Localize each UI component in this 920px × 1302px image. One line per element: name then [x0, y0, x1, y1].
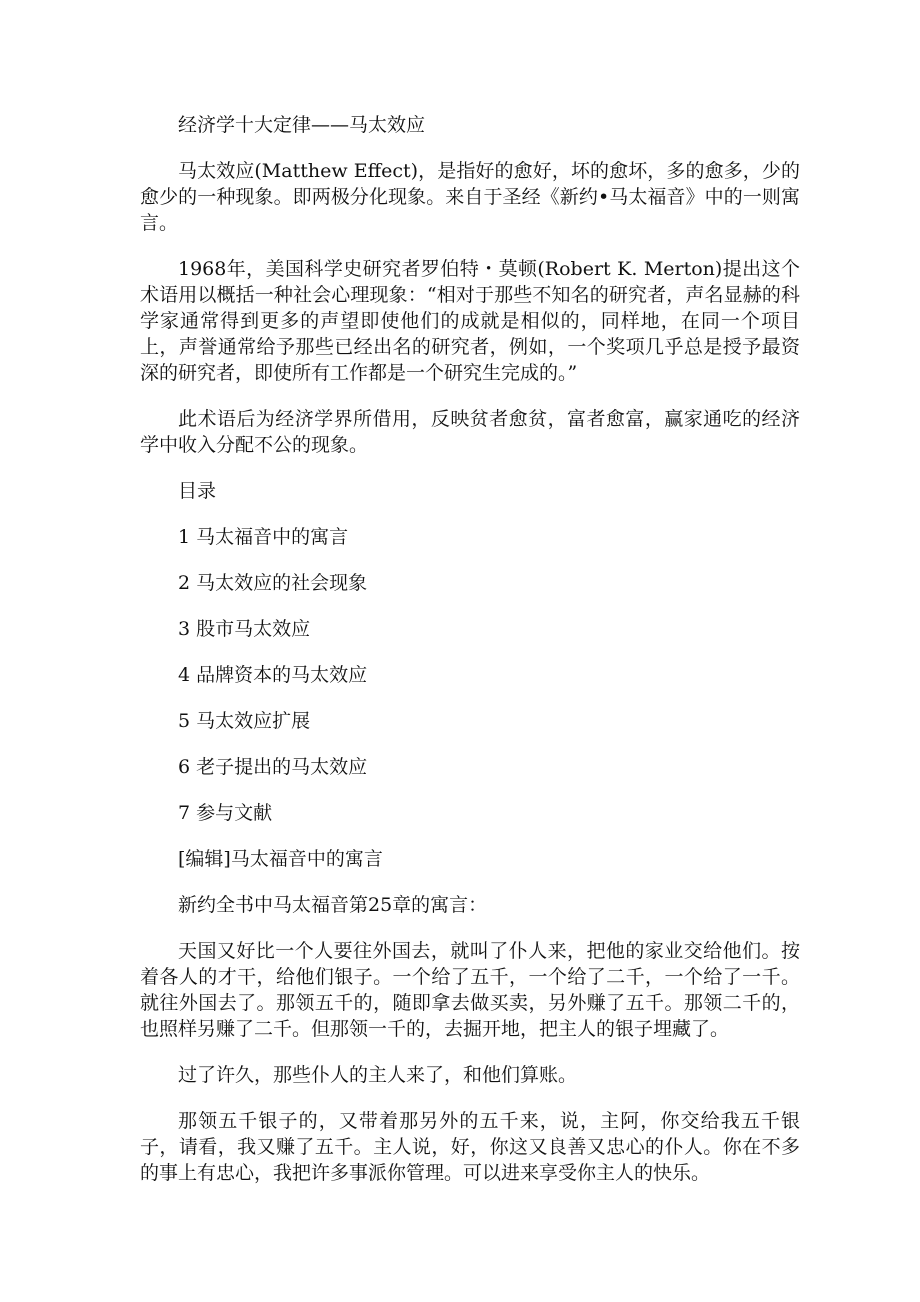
- document-title: 经济学十大定律——马太效应: [178, 114, 426, 136]
- document-body: [140, 112, 800, 1206]
- toc-item-7[interactable]: 7 参与文献: [178, 802, 273, 824]
- paragraph-definition: 马太效应(Matthew Effect)，是指好的愈好，坏的愈坏，多的愈多，少的愈少的一种现象。即两极分化现象。来自于圣经《新约•马太福音》中的一则寓言。: [140, 160, 800, 234]
- paragraph-chapter-intro: 新约全书中马太福音第25章的寓言：: [178, 894, 488, 916]
- section-heading: [编辑]马太福音中的寓言: [178, 848, 383, 870]
- toc-item-4[interactable]: 4 品牌资本的马太效应: [178, 664, 368, 686]
- paragraph-merton: 1968年，美国科学史研究者罗伯特・莫顿(Robert K. Merton)提出这个术语用以概括一种社会心理现象：“相对于那些不知名的研究者，声名显赫的科学家通常得到更多的声望即使他们的成就是相似的，同样地，在同一个项目上，声誉通常给予那些已经出名的研究者，例如，一个奖项几乎总是授予最资深的研究者，即使所有工作都是一个研究生完成的。”: [140, 258, 800, 384]
- paragraph-parable: 天国又好比一个人要往外国去，就叫了仆人来，把他的家业交给他们。按着各人的才干，给他们银子。一个给了五千，一个给了二千，一个给了一千。就往外国去了。那领五千的，随即拿去做买卖，另外赚了五千。那领二千的，也照样另赚了二千。但那领一千的，去掘开地，把主人的银子埋藏了。: [140, 940, 800, 1040]
- toc-item-5[interactable]: 5 马太效应扩展: [178, 710, 311, 732]
- toc-item-6[interactable]: 6 老子提出的马太效应: [178, 756, 368, 778]
- toc-item-1[interactable]: 1 马太福音中的寓言: [178, 526, 349, 548]
- toc-item-2[interactable]: 2 马太效应的社会现象: [178, 572, 368, 594]
- toc-heading: 目录: [178, 480, 217, 502]
- toc-item-3[interactable]: 3 股市马太效应: [178, 618, 311, 640]
- paragraph-five-thousand: 那领五千银子的，又带着那另外的五千来，说，主阿，你交给我五千银子，请看，我又赚了五千。主人说，好，你这又良善又忠心的仆人。你在不多的事上有忠心，我把许多事派你管理。可以进来享受你主人的快乐。: [140, 1110, 800, 1184]
- paragraph-economics: 此术语后为经济学界所借用，反映贫者愈贫，富者愈富，赢家通吃的经济学中收入分配不公的现象。: [140, 408, 800, 456]
- paragraph-reckoning: 过了许久，那些仆人的主人来了，和他们算账。: [178, 1064, 578, 1086]
